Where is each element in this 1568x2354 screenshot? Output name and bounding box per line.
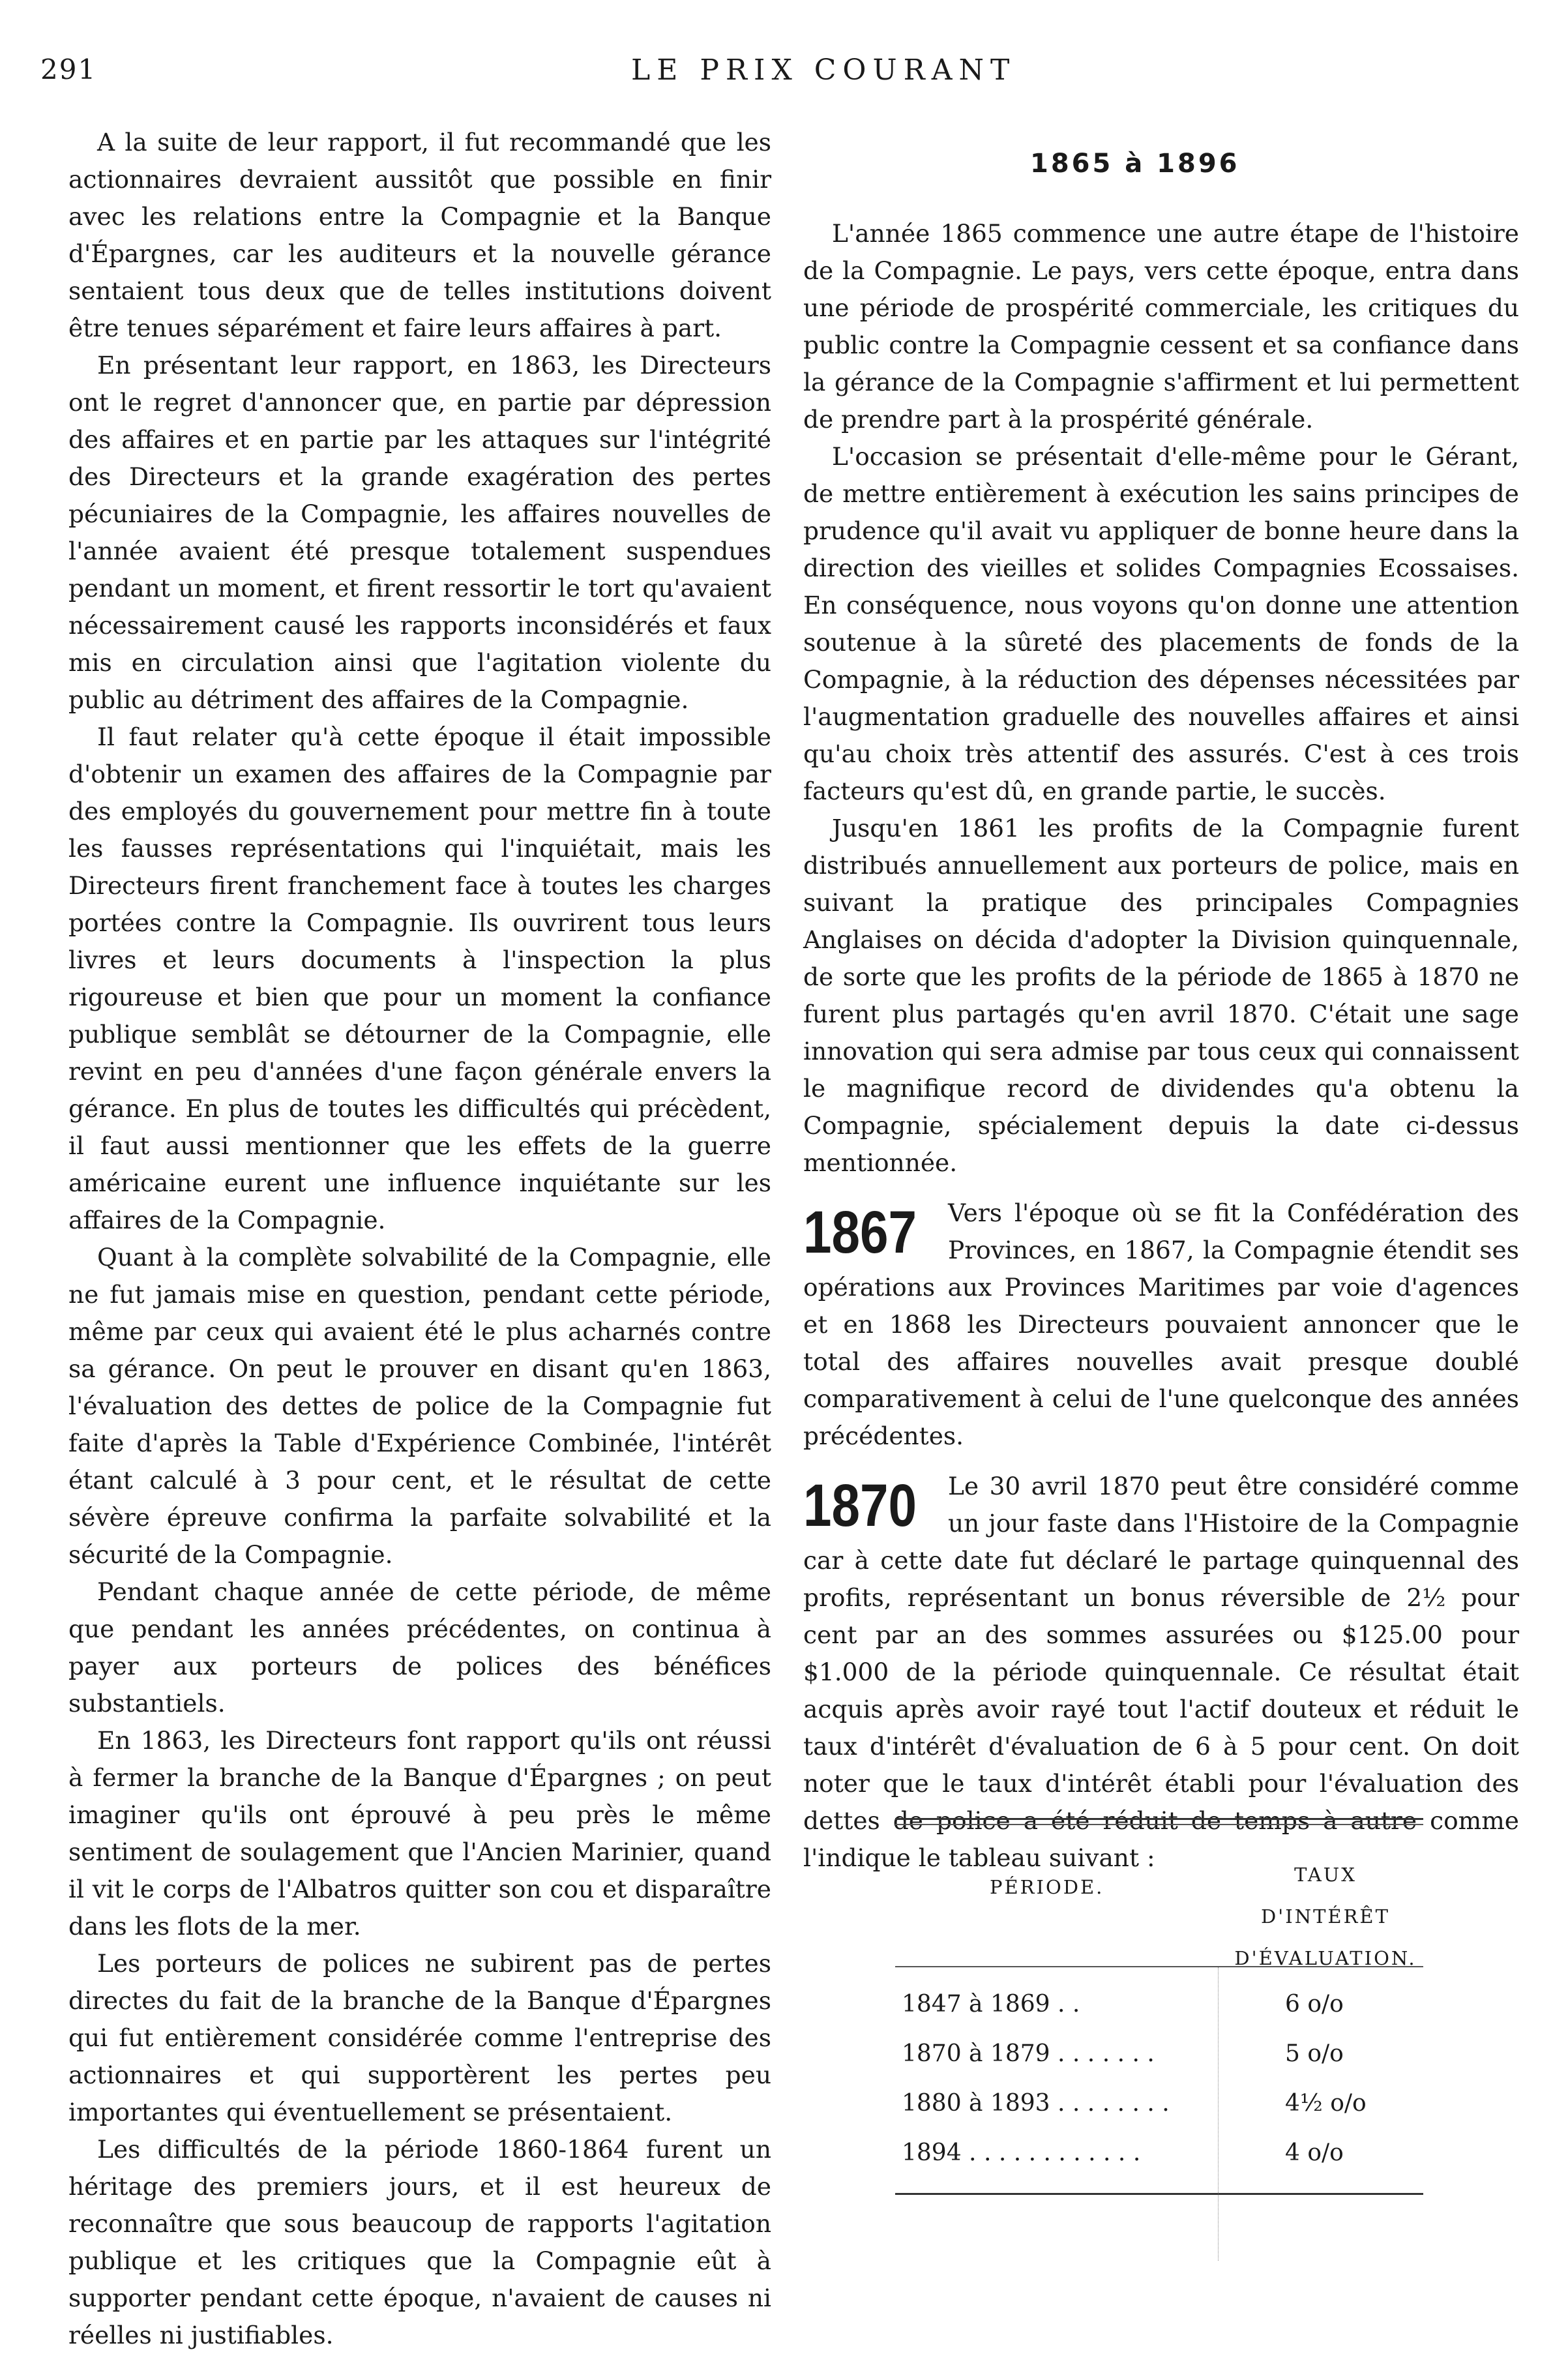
table-bottom-rule xyxy=(895,2193,1423,2195)
row-rate: 5 o/o xyxy=(1285,2040,1344,2067)
paragraph: Les difficultés de la période 1860-1864 furent un héritage des premiers jours, et il est heureux de reconnaître que sous beaucoup de rapports l'agitation publique et les critiques que la Compagnie eût à supporter pendant cette époque, n'avaient de causes ni réelles ni justifiables. xyxy=(68,2135,771,2349)
table-top-rule xyxy=(895,1818,1423,1820)
column-header-rate xyxy=(1228,1854,1423,1979)
page-header xyxy=(0,53,1568,93)
section-title: 1865 à 1896 xyxy=(1030,149,1240,179)
row-period: 1870 à 1879 . . . . . . . xyxy=(902,2040,1155,2067)
paragraph: L'occasion se présentait d'elle-même pour le Gérant, de mettre entièrement à exécution les sains principes de prudence qu'il avait vu appliquer de bonne heure dans la direction des vieilles et solides Compagnies Ecossaises. En conséquence, nous voyons qu'on donne une attention soutenue à la sûreté des placements de fonds de la Compagnie, à la réduction des dépenses nécessitées par l'augmentation graduelle des nouvelles affaires et ainsi qu'au choix très attentif des assurés. C'est à ces trois facteurs qu'est dû, en grande partie, le succès. xyxy=(803,442,1519,805)
column-header-rate-line2: D'ÉVALUATION. xyxy=(1234,1947,1417,1969)
row-period: 1894 . . . . . . . . . . . . xyxy=(902,2139,1141,2166)
table-row xyxy=(895,2134,1423,2184)
paragraph: Jusqu'en 1861 les profits de la Compagnie furent distribués annuellement aux porteurs de police, mais en suivant la pratique des principales Compagnies Anglaises on décida d'adopter la Division quinquennale, de sorte que les profits de la période de 1865 à 1870 ne furent plus partagés qu'en avril 1870. C'était une sage innovation qui sera admise par tous ceux qui connaissent le magnifique record de dividendes qu'a obtenu la Compagnie, spécialement depuis la date ci-dessus mentionnée. xyxy=(803,814,1519,1177)
paragraph: En 1863, les Directeurs font rapport qu'ils ont réussi à fermer la branche de la Banque d'Épargnes ; on peut imaginer qu'ils ont éprouvé à peu près le même sentiment de soulagement que l'Ancien Marinier, quand il vit le corps de l'Albatros quitter son cou et disparaître dans les flots de la mer. xyxy=(68,1726,771,1941)
column-header-period: PÉRIODE. xyxy=(990,1876,1104,1898)
row-rate: 4 o/o xyxy=(1285,2139,1344,2166)
left-column xyxy=(68,124,771,2354)
paragraph: Pendant chaque année de cette période, de même que pendant les années précédentes, on continua à payer aux porteurs de polices des bénéfices substantiels. xyxy=(68,1577,771,1718)
page-number: 291 xyxy=(40,53,97,85)
table-row xyxy=(895,2085,1423,2134)
year-1867-block xyxy=(803,1195,1519,1455)
year-heading-1870: 1870 xyxy=(803,1472,917,1539)
row-rate: 4½ o/o xyxy=(1285,2090,1367,2117)
paragraph: Le 30 avril 1870 peut être considéré comme un jour faste dans l'Histoire de la Compagnie car à cette date fut déclaré le partage quinquennal des profits, représentant un bonus réversible de 2½ pour cent par an des sommes assurées ou $125.00 pour $1.000 de la période quinquennale. Ce résultat était acquis après avoir rayé tout l'actif douteux et réduit le taux d'intérêt d'évaluation de 6 à 5 pour cent. On doit noter que le taux d'intérêt établi pour l'évaluation des dettes de police a été réduit de temps à autre comme l'indique le tableau suivant : xyxy=(803,1472,1519,1872)
paragraph: A la suite de leur rapport, il fut recommandé que les actionnaires devraient aussitôt que possible en finir avec les relations entre la Compagnie et la Banque d'Épargnes, car les auditeurs et la nouvelle gérance sentaient tous deux que de telles institutions doivent être tenues séparément et faire leurs affaires à part. xyxy=(68,128,771,342)
paragraph: L'année 1865 commence une autre étape de l'histoire de la Compagnie. Le pays, vers cette époque, entra dans une période de prospérité commerciale, les critiques du public contre la Compagnie cessent et sa confiance dans la gérance de la Compagnie s'affirment et lui permettent de prendre part à la prospérité générale. xyxy=(803,219,1519,434)
paragraph: Les porteurs de polices ne subirent pas de pertes directes du fait de la branche de la Banque d'Épargnes qui fut entièrement considérée comme l'entreprise des actionnaires et qui supportèrent les pertes peu importantes qui éventuellement se présentaient. xyxy=(68,1949,771,2126)
table-row xyxy=(895,2035,1423,2085)
right-column xyxy=(803,215,1519,1877)
row-rate: 6 o/o xyxy=(1285,1991,1344,2018)
paragraph: Vers l'époque où se fit la Confédération des Provinces, en 1867, la Compagnie étendit ses opérations aux Provinces Maritimes par voie d'agences et en 1868 les Directeurs pouvaient annoncer que le total des affaires nouvelles avait presque doublé comparativement à celui de l'une quelconque des années précédentes. xyxy=(803,1199,1519,1450)
column-header-rate-line1: TAUX D'INTÉRÊT xyxy=(1261,1864,1390,1928)
row-period: 1880 à 1893 . . . . . . . . xyxy=(902,2090,1170,2117)
paragraph: Il faut relater qu'à cette époque il était impossible d'obtenir un examen des affaires de la Compagnie par des employés du gouvernement pour mettre fin à toute les fausses représentations qui l'inquiétait, mais les Directeurs firent franchement face à toutes les charges portées contre la Compagnie. Ils ouvrirent tous leurs livres et leurs documents à l'inspection la plus rigoureuse et bien que pour un moment la confiance publique semblât se détourner de la Compagnie, elle revint en peu d'années d'une façon générale envers la gérance. En plus de toutes les difficultés qui précèdent, il faut aussi mentionner que les effets de la guerre américaine eurent une influence inquiétante sur les affaires de la Compagnie. xyxy=(68,723,771,1234)
table-header xyxy=(895,1825,1423,1969)
paragraph: Quant à la complète solvabilité de la Compagnie, elle ne fut jamais mise en question, pendant cette période, même par ceux qui avaient été le plus acharnés contre sa gérance. On peut le prouver en disant qu'en 1863, l'évaluation des dettes de police de la Compagnie fut faite d'après la Table d'Expérience Combinée, l'intérêt étant calculé à 3 pour cent, et le résultat de cette sévère épreuve confirma la parfaite solvabilité et la sécurité de la Compagnie. xyxy=(68,1243,771,1569)
row-period: 1847 à 1869 . . xyxy=(902,1991,1080,2018)
paragraph: En présentant leur rapport, en 1863, les Directeurs ont le regret d'annoncer que, en partie par dépression des affaires et en partie par les attaques sur l'intégrité des Directeurs et la grande exagération des pertes pécuniaires de la Compagnie, les affaires nouvelles de l'année avaient été presque totalement suspendues pendant un moment, et firent ressortir le tort qu'avaient nécessairement causé les rapports inconsidérés et faux mis en circulation ainsi que l'agitation violente du public au détriment des affaires de la Compagnie. xyxy=(68,351,771,714)
interest-rate-table xyxy=(895,1818,1423,2195)
year-1870-block xyxy=(803,1468,1519,1877)
table-row xyxy=(895,1986,1423,2035)
table-body xyxy=(895,1967,1423,2195)
year-heading-1867: 1867 xyxy=(803,1199,917,1266)
running-head: LE PRIX COURANT xyxy=(631,53,1016,87)
